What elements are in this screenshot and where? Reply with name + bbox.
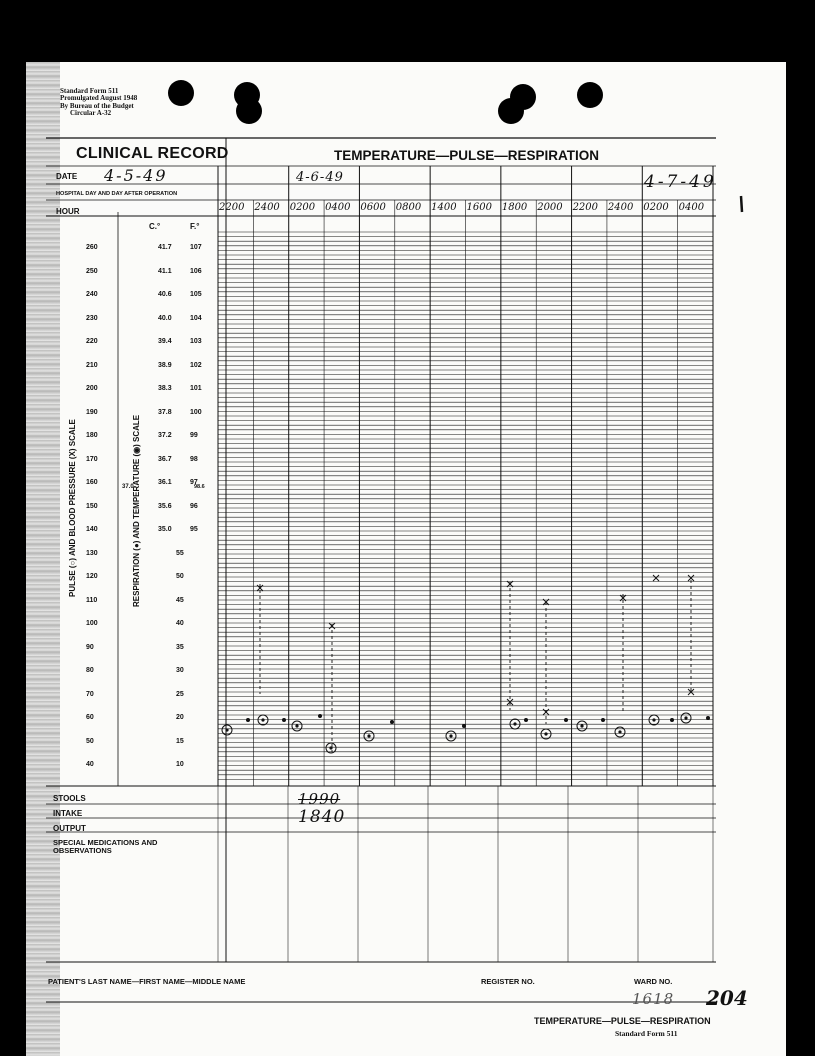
pulse-scale-value: 80 (86, 667, 94, 674)
temperature-mark-center (367, 734, 370, 737)
respiration-scale-label: RESPIRATION (●) AND TEMPERATURE (◉) SCALE (132, 414, 141, 607)
temperature-mark-center (261, 718, 264, 721)
pulse-scale-value: 40 (86, 761, 94, 768)
intake-label: INTAKE (53, 809, 83, 818)
fahrenheit-scale-value: 104 (190, 314, 202, 322)
respiration-dot (282, 718, 286, 722)
pulse-scale-value: 220 (86, 338, 98, 345)
hour-entry: 2000 (537, 202, 563, 213)
fahrenheit-scale-value: 50 (176, 573, 184, 580)
patient-name-label: PATIENT'S LAST NAME—FIRST NAME—MIDDLE NAME (48, 977, 246, 986)
special-medications-label: SPECIAL MEDICATIONS AND OBSERVATIONS (53, 838, 158, 855)
fahrenheit-scale-value: 99 (190, 432, 198, 439)
respiration-dot (318, 714, 322, 718)
form-number: Standard Form 511 (60, 87, 119, 95)
intake-entry: 1840 (298, 807, 346, 827)
pulse-scale-value: 150 (86, 502, 98, 510)
hour-entry: 0200 (643, 202, 669, 213)
hour-entry: 2200 (219, 202, 245, 213)
pulse-scale-value: 60 (86, 714, 94, 721)
fahrenheit-scale-value: 98 (190, 455, 198, 463)
hour-entry: 1400 (431, 202, 457, 213)
date-label: DATE (56, 172, 78, 181)
temperature-mark-center (449, 734, 452, 737)
fahrenheit-scale-value: 101 (190, 385, 202, 392)
footer-title: TEMPERATURE—PULSE—RESPIRATION (534, 1016, 711, 1026)
celsius-scale-value: 36.1 (158, 479, 172, 486)
fahrenheit-scale-value: 106 (190, 267, 202, 275)
pulse-scale-value: 130 (86, 549, 98, 557)
hour-entry: 1600 (466, 202, 492, 213)
fahrenheit-scale-value: 107 (190, 244, 202, 251)
clinical-record-sheet (26, 62, 786, 1056)
celsius-scale-value: 39.4 (158, 338, 172, 345)
celsius-scale-value: 40.0 (158, 314, 172, 322)
stools-label: STOOLS (53, 794, 86, 803)
respiration-dot (462, 724, 466, 728)
fahrenheit-scale-value: 10 (176, 761, 184, 768)
temperature-mark-center (652, 718, 655, 721)
output-label: OUTPUT (53, 824, 86, 833)
fahrenheit-scale-value: 105 (190, 291, 202, 298)
temperature-mark-center (618, 730, 621, 733)
celsius-scale-value: 37.2 (158, 432, 172, 439)
pulse-scale-value: 110 (86, 596, 98, 604)
fahrenheit-scale-value: 103 (190, 338, 202, 345)
respiration-dot (706, 716, 710, 720)
fahrenheit-scale-value: 40 (176, 620, 184, 627)
fahrenheit-scale-value: 45 (176, 596, 184, 604)
celsius-scale-value: 41.7 (158, 244, 172, 251)
celsius-scale-value: 41.1 (158, 267, 172, 275)
hour-entry: 1800 (501, 202, 528, 213)
respiration-dot (390, 720, 394, 724)
respiration-dot (564, 718, 568, 722)
celsius-scale-value: 37.8 (158, 408, 172, 416)
temperature-mark-center (225, 728, 228, 731)
respiration-dot (524, 718, 528, 722)
fahrenheit-scale-value: 30 (176, 667, 184, 674)
hour-entry: 0400 (678, 202, 705, 213)
hour-entry: 0600 (360, 202, 386, 213)
pulse-scale-value: 240 (86, 291, 98, 298)
form-circular: Circular A-32 (70, 109, 112, 118)
hour-entry: 2200 (572, 202, 599, 213)
fahrenheit-scale-value: 25 (176, 690, 184, 698)
normal-celsius: 37.0 (122, 484, 134, 490)
respiration-dot (670, 718, 674, 722)
pulse-scale-value: 50 (86, 737, 94, 745)
tpr-title: TEMPERATURE—PULSE—RESPIRATION (334, 148, 600, 163)
hospital-day-label: HOSPITAL DAY AND DAY AFTER OPERATION (56, 191, 178, 197)
pulse-scale-value: 200 (86, 385, 98, 392)
register-number-label: REGISTER NO. (481, 977, 535, 986)
pulse-scale-value: 190 (86, 408, 98, 416)
date-entry-2: 4-6-49 (296, 170, 344, 185)
fahrenheit-scale-value: 15 (176, 737, 184, 745)
respiration-dot (246, 718, 250, 722)
pulse-scale-value: 260 (86, 244, 98, 251)
ward-extra-entry: 204 (706, 986, 748, 1010)
pulse-scale-value: 70 (86, 690, 94, 698)
ward-entry: 1618 (632, 990, 675, 1008)
pulse-scale-value: 90 (86, 643, 94, 651)
stray-pen-mark (741, 196, 742, 212)
celsius-header: C.° (149, 222, 161, 231)
celsius-scale-value: 35.0 (158, 526, 172, 533)
hour-entry: 0400 (325, 202, 351, 213)
fahrenheit-scale-value: 97 (190, 479, 198, 486)
temperature-mark-center (580, 724, 583, 727)
fahrenheit-scale-value: 102 (190, 361, 202, 369)
pulse-scale-value: 210 (86, 361, 98, 369)
pulse-scale-label: PULSE (○) AND BLOOD PRESSURE (X) SCALE (68, 419, 77, 597)
fahrenheit-scale-value: 20 (176, 714, 184, 721)
hour-label: HOUR (56, 207, 80, 216)
hour-entry: 0800 (395, 202, 422, 213)
fahrenheit-scale-value: 100 (190, 408, 202, 416)
pulse-scale-value: 180 (86, 432, 98, 439)
pulse-scale-value: 140 (86, 526, 98, 533)
form-promulgated: Promulgated August 1948 (60, 94, 138, 103)
respiration-dot (601, 718, 605, 722)
fahrenheit-scale-value: 55 (176, 549, 184, 557)
pulse-scale-value: 250 (86, 267, 98, 275)
stools-entry: 1990 (298, 790, 341, 808)
footer-form-number: Standard Form 511 (615, 1029, 678, 1038)
fahrenheit-header: F.° (190, 222, 200, 231)
celsius-scale-value: 40.6 (158, 291, 172, 298)
clinical-record-title: CLINICAL RECORD (76, 145, 229, 162)
pulse-scale-value: 120 (86, 573, 98, 580)
temperature-mark-center (684, 716, 687, 719)
pulse-scale-value: 100 (86, 620, 98, 627)
temperature-mark-center (544, 732, 547, 735)
hour-entry: 2400 (254, 202, 280, 213)
fahrenheit-scale-value: 96 (190, 502, 198, 510)
pulse-scale-value: 230 (86, 314, 98, 322)
form-bureau: By Bureau of the Budget (60, 101, 134, 110)
temperature-mark-center (513, 722, 516, 725)
hour-entry: 2400 (607, 202, 634, 213)
fahrenheit-scale-value: 35 (176, 643, 184, 651)
ward-number-label: WARD NO. (634, 977, 673, 986)
date-entry-1: 4-5-49 (104, 166, 168, 185)
pulse-scale-value: 160 (86, 479, 98, 486)
celsius-scale-value: 36.7 (158, 455, 172, 463)
celsius-scale-value: 35.6 (158, 502, 172, 510)
date-entry-3: 4-7-49 (644, 172, 717, 192)
celsius-scale-value: 38.3 (158, 385, 172, 392)
hour-entry: 0200 (289, 202, 316, 213)
fahrenheit-scale-value: 95 (190, 526, 198, 533)
pulse-scale-value: 170 (86, 455, 98, 463)
normal-fahrenheit: 98.6 (194, 484, 205, 490)
temperature-mark-center (295, 724, 298, 727)
celsius-scale-value: 38.9 (158, 361, 172, 369)
